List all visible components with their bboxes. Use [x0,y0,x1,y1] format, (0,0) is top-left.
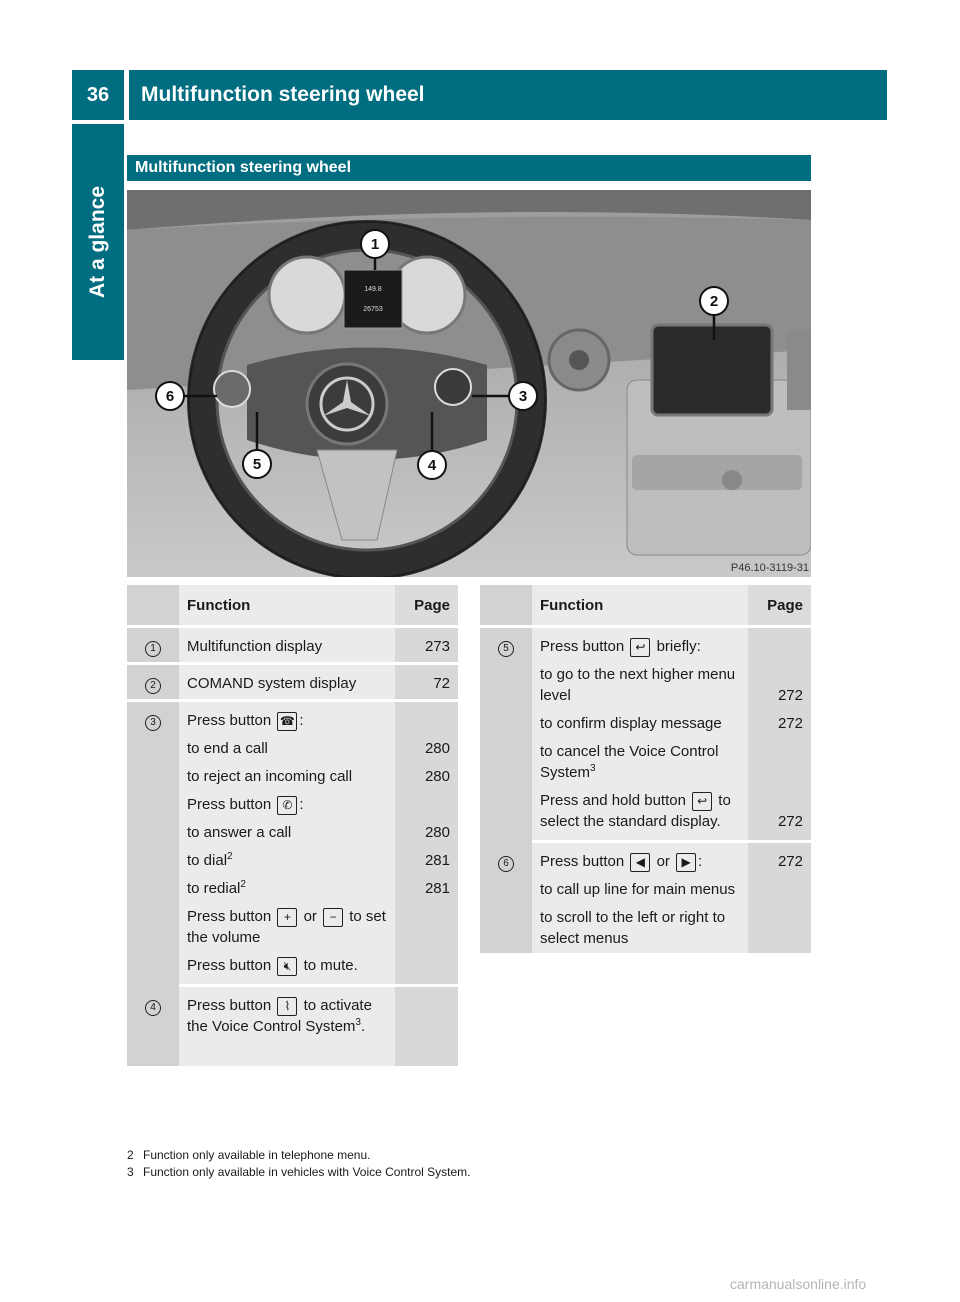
callout-5: 5 [498,641,514,657]
svg-text:6: 6 [165,388,175,405]
display-odometer: 26753 [363,306,383,313]
page-ref: 273 [395,628,458,665]
callout-1: 1 [145,641,161,657]
right-arrow-icon: ▶ [676,853,696,872]
table-row [127,665,458,702]
table-row: to cancel the Voice Control System$^3$ [480,737,811,786]
svg-text:2: 2 [709,293,719,310]
footnote: 2 Function only available in telephone menu. [127,1148,371,1162]
display-speed: 149.8 [364,286,382,293]
table-row: to end a call 280 [127,734,458,762]
function-table-left [127,585,458,1066]
steering-wheel-figure [127,190,811,577]
table-header-num [480,585,532,628]
phone-hangup-icon: ☎ [277,712,297,731]
svg-text:4: 4 [427,457,437,474]
table-row: to confirm display message 272 [480,709,811,737]
table-row: to redial$^2$ 281 [127,874,458,902]
side-tab-label: At a glance [86,185,110,299]
table-row [127,628,458,665]
table-row: 3 Press button ☎ : [127,702,458,734]
minus-icon: − [323,908,343,927]
back-icon: ↩ [630,638,650,657]
callout-4: 4 [145,1000,161,1016]
table-row: Press button + or − to set the volume [127,902,458,951]
table-row: to go to the next higher menu level 272 [480,660,811,709]
page-header-title: Multifunction steering wheel [129,70,887,120]
watermark: carmanualsonline.info [730,1276,867,1292]
phone-answer-icon: ✆ [277,796,297,815]
svg-text:5: 5 [252,456,262,473]
table-row: to answer a call 280 [127,818,458,846]
table-row: to reject an incoming call 280 [127,762,458,790]
callout-2: 2 [145,678,161,694]
voice-control-icon: ⌇ [277,997,297,1016]
table-row: Press and hold button ↩ to select the standard display. 272 [480,786,811,843]
table-header-page: Page [395,585,458,628]
page-number: 36 [72,70,124,120]
footnotes [127,1147,471,1181]
section-heading: Multifunction steering wheel [127,155,811,181]
callout-3: 3 [145,715,161,731]
table-row: 4 Press button ⌇ to activate the Voice Control System$^3$. [127,987,458,1066]
table-row: Press button 🔇︎ to mute. [127,951,458,987]
table-row: to dial$^2$ 281 [127,846,458,874]
footnote: 3 Function only available in vehicles with Voice Control System. [127,1165,471,1179]
table-row: to scroll to the left or right to select menus [480,903,811,953]
table-header-page: Page [748,585,811,628]
table-header-num [127,585,179,628]
table-row: to call up line for main menus [480,875,811,903]
table-row: Press button ✆ : [127,790,458,818]
svg-text:3: 3 [518,388,528,405]
back-icon: ↩ [692,792,712,811]
plus-icon: + [277,908,297,927]
page-ref: 72 [395,665,458,702]
table-row: 6 Press button ◀ or ▶ : 272 [480,843,811,875]
function-table-right [480,585,811,953]
table-header-function: Function [532,585,748,628]
svg-text:1: 1 [370,236,380,253]
left-arrow-icon: ◀ [630,853,650,872]
callout-6: 6 [498,856,514,872]
function-text: Multifunction display [179,628,395,665]
table-header-function: Function [179,585,395,628]
function-text: COMAND system display [179,665,395,702]
figure-code: P46.10-3119-31 [730,562,809,574]
table-row: 5 Press button ↩ briefly: [480,628,811,660]
mute-icon: 🔇︎ [277,957,297,976]
